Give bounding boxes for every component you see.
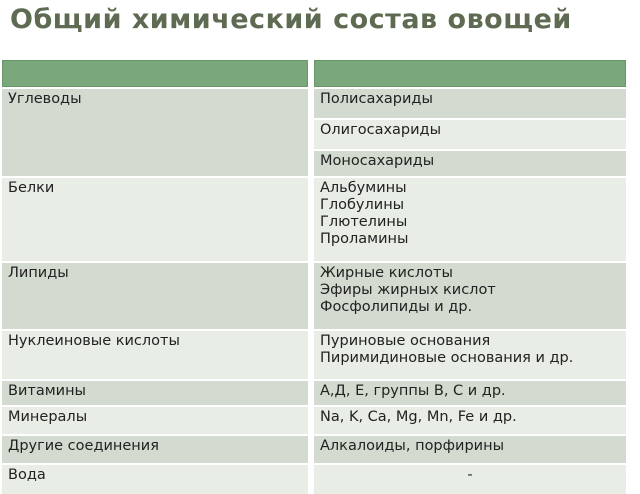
table-cell: А,Д, Е, группы В, С и др. <box>314 381 626 405</box>
table-cell: Полисахариды <box>314 89 626 118</box>
table-cell: Моносахариды <box>314 151 626 176</box>
composition-table <box>2 60 626 483</box>
table-row-group-label: Минералы <box>2 407 308 434</box>
table-row-group-label: Белки <box>2 178 308 261</box>
table-header-cell <box>314 60 626 87</box>
table-row-group-label: Другие соединения <box>2 436 308 463</box>
table-header-cell <box>2 60 308 87</box>
table-cell: Олигосахариды <box>314 120 626 149</box>
table-row-group-label: Липиды <box>2 263 308 329</box>
table-row-group-label: Вода <box>2 465 308 494</box>
table-cell: Пуриновые основания Пиримидиновые основания и др. <box>314 331 626 379</box>
table-cell: Альбумины Глобулины Глютелины Проламины <box>314 178 626 261</box>
table-cell: - <box>314 465 626 494</box>
page-title: Общий химический состав овощей <box>10 4 572 35</box>
table-row-group-label: Углеводы <box>2 89 308 176</box>
table-row-group-label: Витамины <box>2 381 308 405</box>
table-cell: Жирные кислоты Эфиры жирных кислот Фосфолипиды и др. <box>314 263 626 329</box>
table-cell: Алкалоиды, порфирины <box>314 436 626 463</box>
table-cell: Na, K, Ca, Mg, Mn, Fe и др. <box>314 407 626 434</box>
table-row-group-label: Нуклеиновые кислоты <box>2 331 308 379</box>
